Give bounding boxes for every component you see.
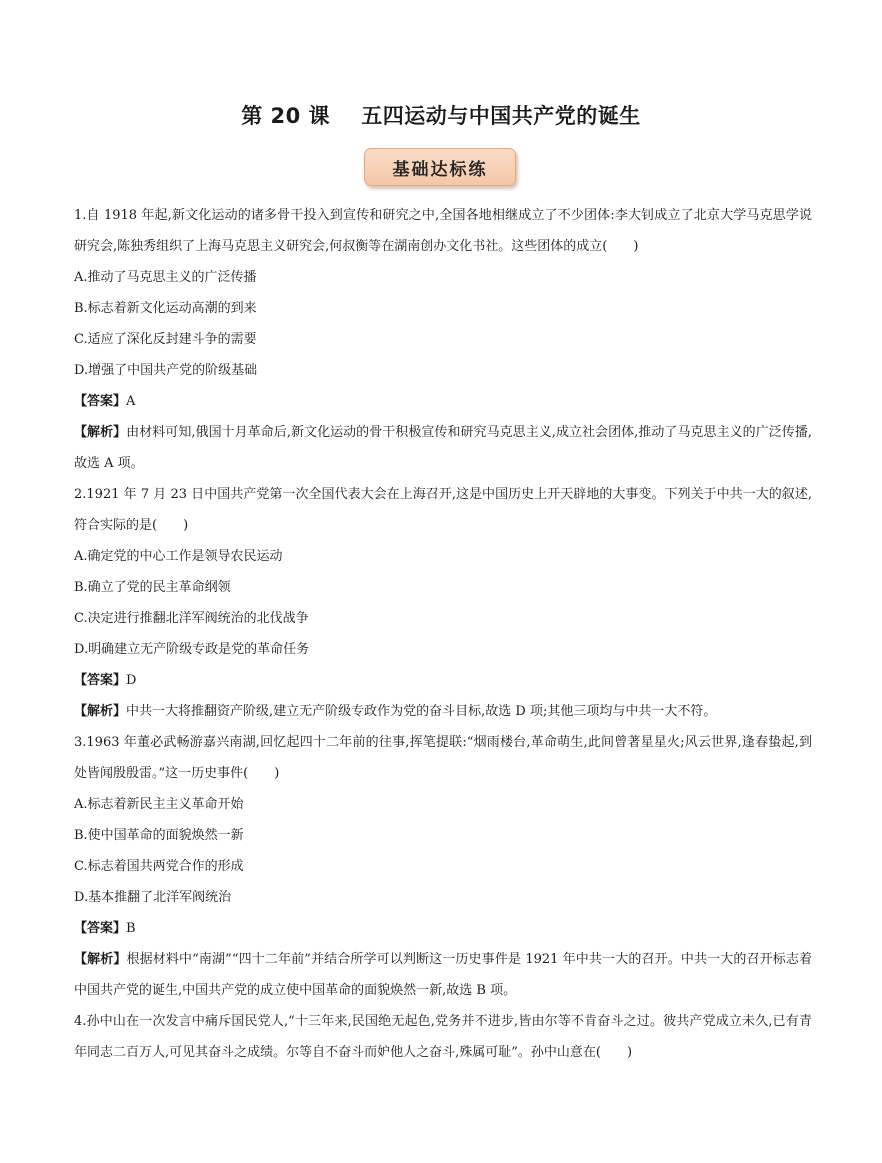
- option-d: D.基本推翻了北洋军阀统治: [74, 890, 232, 905]
- question-3: [74, 727, 812, 1006]
- answer-line: [74, 665, 812, 696]
- option-a: A.推动了马克思主义的广泛传播: [74, 270, 257, 285]
- lesson-title: 第 20 课 五四运动与中国共产党的诞生: [241, 104, 641, 128]
- option-b: B.使中国革命的面貌焕然一新: [74, 828, 244, 843]
- answer-label: 【答案】: [74, 921, 127, 936]
- analysis-line: [74, 417, 812, 479]
- option-c: C.适应了深化反封建斗争的需要: [74, 332, 257, 347]
- answer-line: [74, 386, 812, 417]
- question-stem: 2.1921 年 7 月 23 日中国共产党第一次全国代表大会在上海召开,这是中国历史上开天辟地的大事变。下列关于中共一大的叙述,符合实际的是( ): [74, 487, 812, 533]
- analysis-line: [74, 696, 812, 727]
- option-d: D.增强了中国共产党的阶级基础: [74, 363, 258, 378]
- option-a: A.标志着新民主主义革命开始: [74, 797, 244, 812]
- analysis-text: 中共一大将推翻资产阶级,建立无产阶级专政作为党的奋斗目标,故选 D 项;其他三项均与中共一大不符。: [126, 704, 717, 719]
- analysis-label: 【解析】: [74, 952, 127, 967]
- section-banner: 基础达标练: [364, 148, 516, 186]
- answer-value: A: [126, 394, 136, 409]
- question-stem: 4.孙中山在一次发言中痛斥国民党人,“十三年来,民国绝无起色,党务并不进步,皆由尔等不肯奋斗之过。彼共产党成立未久,已有青年同志二百万人,可见其奋斗之成绩。尔等自不奋斗而妒他人之奋斗,殊属可耻”。孙中山意在( ): [74, 1014, 812, 1060]
- analysis-label: 【解析】: [74, 425, 127, 440]
- answer-line: [74, 913, 812, 944]
- answer-label: 【答案】: [74, 673, 127, 688]
- answer-value: D: [126, 673, 137, 688]
- option-b: B.标志着新文化运动高潮的到来: [74, 301, 257, 316]
- analysis-label: 【解析】: [74, 704, 127, 719]
- option-a: A.确定党的中心工作是领导农民运动: [74, 549, 283, 564]
- option-c: C.标志着国共两党合作的形成: [74, 859, 244, 874]
- analysis-text: 根据材料中“南湖”“四十二年前”并结合所学可以判断这一历史事件是 1921 年中共一大的召开。中共一大的召开标志着中国共产党的诞生,中国共产党的成立使中国革命的面貌焕然一新,故选 B 项。: [74, 952, 812, 998]
- analysis-line: [74, 944, 812, 1006]
- question-stem: 1.自 1918 年起,新文化运动的诸多骨干投入到宣传和研究之中,全国各地相继成立了不少团体:李大钊成立了北京大学马克思学说研究会,陈独秀组织了上海马克思主义研究会,何叔衡等在湖南创办文化书社。这些团体的成立( ): [74, 208, 812, 254]
- question-4: [74, 1006, 812, 1068]
- question-stem: 3.1963 年董必武畅游嘉兴南湖,回忆起四十二年前的往事,挥笔提联:“烟雨楼台,革命萌生,此间曾著星星火;风云世界,逢春蛰起,到处皆闻殷殷雷。”这一历史事件( ): [74, 735, 812, 781]
- analysis-text: 由材料可知,俄国十月革命后,新文化运动的骨干积极宣传和研究马克思主义,成立社会团体,推动了马克思主义的广泛传播,故选 A 项。: [74, 425, 812, 471]
- question-2: [74, 479, 812, 727]
- answer-label: 【答案】: [74, 394, 127, 409]
- answer-value: B: [126, 921, 136, 936]
- option-c: C.决定进行推翻北洋军阀统治的北伐战争: [74, 611, 309, 626]
- option-d: D.明确建立无产阶级专政是党的革命任务: [74, 642, 310, 657]
- option-b: B.确立了党的民主革命纲领: [74, 580, 231, 595]
- question-1: [74, 200, 812, 479]
- question-list: [74, 200, 812, 1068]
